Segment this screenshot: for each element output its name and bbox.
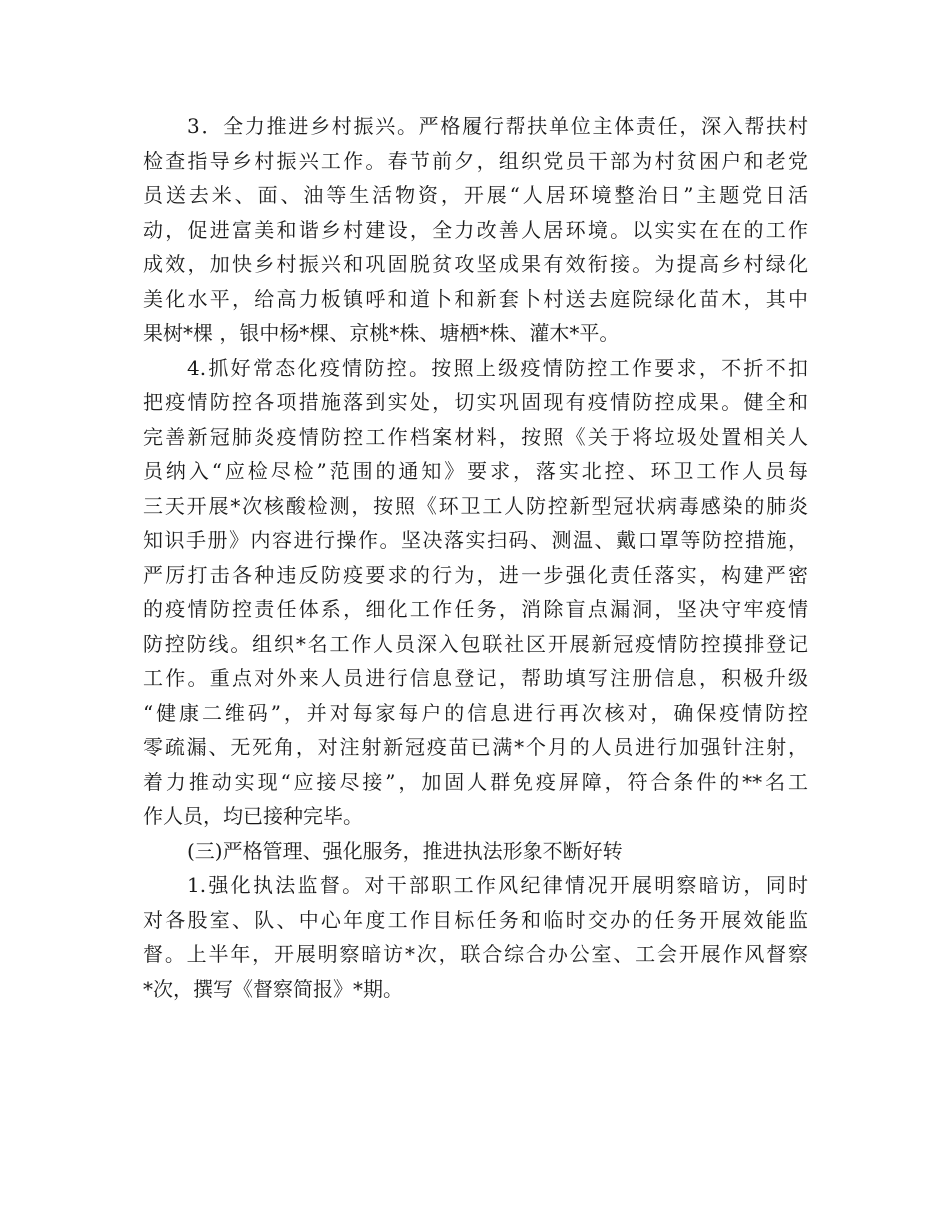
paragraph-line: 严厉打击各种违反防疫要求的行为，进一步强化责任落实，构建严密: [143, 562, 808, 587]
paragraph-line: 督。上半年，开展明察暗访*次，联合综合办公室、工会开展作风督察: [143, 942, 808, 966]
paragraph-line: 果树*棵 ，银中杨*棵、京桃*株、塘栖*株、灌木*平。: [143, 321, 620, 345]
paragraph-line: 检查指导乡村振兴工作。春节前夕，组织党员干部为村贫困户和老党: [143, 148, 808, 173]
paragraph-line: 对各股室、队、中心年度工作目标任务和临时交办的任务开展效能监: [143, 907, 808, 932]
paragraph-line: 1.强化执法监督。对干部职工作风纪律情况开展明察暗访，同时: [187, 873, 808, 897]
section-heading: (三)严格管理、强化服务，推进执法形象不断好转: [187, 838, 623, 863]
paragraph-line: “健康二维码”，并对每家每户的信息进行再次核对，确保疫情防控: [143, 700, 808, 725]
paragraph-line: 着力推动实现“应接尽接”，加固人群免疫屏障，符合条件的**名工: [143, 769, 808, 794]
paragraph-line: 美化水平，给高力板镇呼和道卜和新套卜村送去庭院绿化苗木，其中: [143, 286, 808, 311]
paragraph-line: 完善新冠肺炎疫情防控工作档案材料，按照《关于将垃圾处置相关人: [143, 424, 808, 449]
paragraph-line: 动，促进富美和谐乡村建设，全力改善人居环境。以实实在在的工作: [143, 217, 808, 242]
paragraph-line: 员送去米、面、油等生活物资，开展“人居环境整治日”主题党日活: [143, 183, 808, 207]
paragraph-line: 三天开展*次核酸检测，按照《环卫工人防控新型冠状病毒感染的肺炎: [143, 493, 808, 518]
paragraph-line: 工作。重点对外来人员进行信息登记，帮助填写注册信息，积极升级: [143, 666, 808, 690]
paragraph-line: 把疫情防控各项措施落到实处，切实巩固现有疫情防控成果。健全和: [143, 390, 808, 414]
paragraph-line: 作人员，均已接种完毕。: [143, 804, 363, 828]
paragraph-line: 成效，加快乡村振兴和巩固脱贫攻坚成果有效衔接。为提高乡村绿化: [143, 252, 808, 276]
document-body: [143, 109, 808, 1006]
paragraph-line: 零疏漏、无死角，对注射新冠疫苗已满*个月的人员进行加强针注射，: [143, 735, 808, 759]
paragraph-line: *次，撰写《督察简报》*期。: [143, 976, 403, 1001]
paragraph-line: 3．全力推进乡村振兴。严格履行帮扶单位主体责任，深入帮扶村: [187, 114, 808, 138]
paragraph-line: 知识手册》内容进行操作。坚决落实扫码、测温、戴口罩等防控措施，: [143, 528, 808, 552]
paragraph-line: 4.抓好常态化疫情防控。按照上级疫情防控工作要求，不折不扣: [187, 355, 808, 380]
paragraph-line: 防控防线。组织*名工作人员深入包联社区开展新冠疫情防控摸排登记: [143, 631, 808, 656]
paragraph-line: 的疫情防控责任体系，细化工作任务，消除盲点漏洞，坚决守牢疫情: [143, 597, 808, 621]
paragraph-line: 员纳入“应检尽检”范围的通知》要求，落实北控、环卫工作人员每: [143, 459, 808, 483]
